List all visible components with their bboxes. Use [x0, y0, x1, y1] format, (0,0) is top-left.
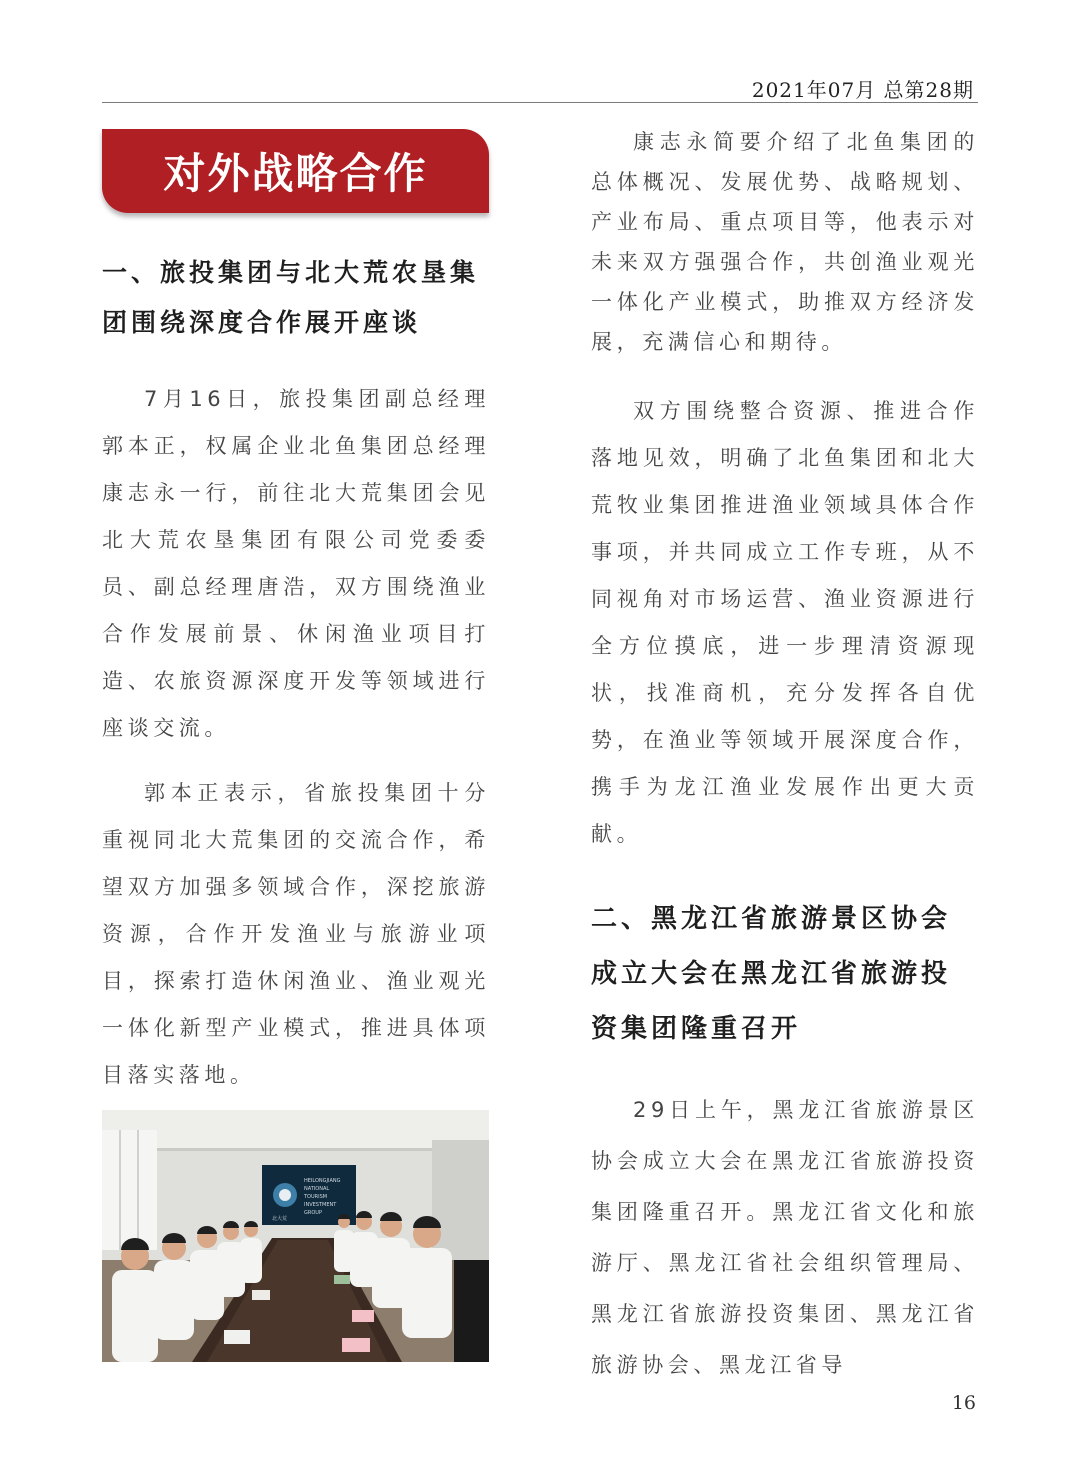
- section-1-paragraph: 康志永简要介绍了北鱼集团的总体概况、发展优势、战略规划、产业布局、重点项目等，他表示对未来双方强强合作，共创渔业观光一体化产业模式，助推双方经济发展，充满信心和期待。: [591, 130, 979, 354]
- section-2-title: 二、黑龙江省旅游景区协会成立大会在黑龙江省旅游投资集团隆重召开: [591, 904, 952, 1044]
- section-2-paragraph: 29日上午，黑龙江省旅游景区协会成立大会在黑龙江省旅游投资集团隆重召开。黑龙江省文化和旅游厅、黑龙江省社会组织管理局、黑龙江省旅游投资集团、黑龙江省旅游协会、黑龙江省导: [591, 1098, 979, 1377]
- section-1-paragraph: 双方围绕整合资源、推进合作落地见效，明确了北鱼集团和北大荒牧业集团推进渔业领域具体合作事项，并共同成立工作专班，从不同视角对市场运营、渔业资源进行全方位摸底，进一步理清资源现状，找准商机，充分发挥各自优势，在渔业等领域开展深度合作，携手为龙江渔业发展作出更大贡献。: [591, 399, 979, 846]
- section-1-paragraph: 7月16日，旅投集团副总经理郭本正，权属企业北鱼集团总经理康志永一行，前往北大荒集团会见北大荒农垦集团有限公司党委委员、副总经理唐浩，双方围绕渔业合作发展前景、休闲渔业项目打造、农旅资源深度开发等领域进行座谈交流。: [102, 387, 490, 740]
- banner-title: 对外战略合作: [163, 149, 428, 198]
- issue-date: 2021年07月 总第28期: [751, 78, 974, 102]
- section-1-title: 一、旅投集团与北大荒农垦集团围绕深度合作展开座谈: [102, 258, 480, 337]
- section-1-paragraph: 郭本正表示，省旅投集团十分重视同北大荒集团的交流合作，希望双方加强多领域合作，深挖旅游资源，合作开发渔业与旅游业项目，探索打造休闲渔业、渔业观光一体化新型产业模式，推进具体项目落实落地。: [102, 781, 490, 1087]
- screen-text-line: HEILONGJIANG: [304, 1178, 341, 1184]
- screen-text-line: TOURISM: [304, 1194, 328, 1200]
- screen-text-line: NATIONAL: [304, 1186, 330, 1192]
- screen-text-line: 北大荒: [272, 1216, 288, 1222]
- screen-text-line: INVESTMENT: [304, 1202, 337, 1208]
- left-column: [102, 248, 490, 1099]
- header-divider: [102, 102, 978, 103]
- right-column: [591, 122, 979, 1391]
- meeting-photo: [102, 1110, 489, 1362]
- screen-text-line: GROUP: [304, 1210, 322, 1216]
- page-number: 16: [951, 1392, 976, 1414]
- section-banner: [102, 129, 489, 213]
